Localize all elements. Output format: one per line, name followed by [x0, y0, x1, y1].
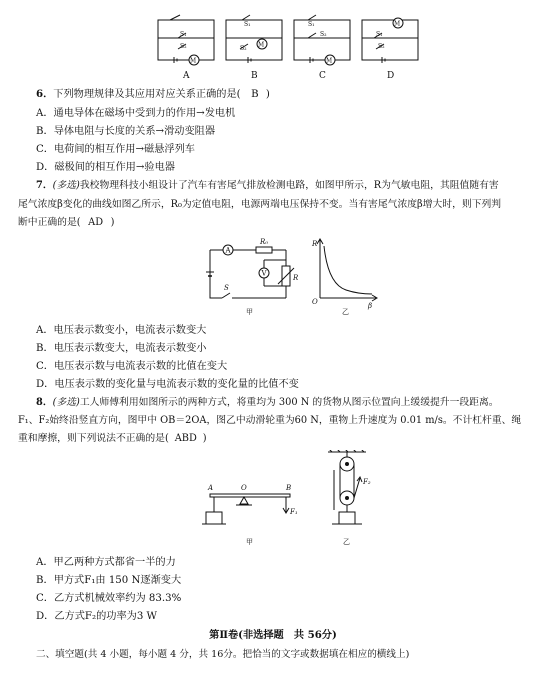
lever-point-o: O	[241, 484, 247, 492]
q8-line1	[36, 396, 499, 409]
q8-line1-text: 工人师傅利用如图所示的两种方式，将重均为 300 N 的货物从图示位置向上缓缓提升一段距离。	[79, 397, 499, 408]
q7-figure	[196, 236, 386, 318]
q6-option-a: A．通电导体在磁场中受到力的作用→发电机	[36, 108, 236, 119]
q8-line2: F₁、F₂始终沿竖直方向，图甲中 OB＝2OA，图乙中动滑轮重为60 N，重物上升速度为 0.01 m/s。不计杠杆重、绳	[18, 415, 522, 426]
q8-option-d: D．乙方式F₂的功率为3 W	[36, 611, 158, 622]
motor-label: M	[258, 41, 265, 49]
circuit-label-b: B	[251, 71, 258, 81]
q8-option-a: A．甲乙两种方式都省一半的力	[36, 557, 176, 568]
q8-number: 8．	[36, 397, 53, 408]
switch-s1-label: S₁	[244, 21, 251, 28]
section2-title: 第Ⅱ卷(非选择题 共 56分)	[209, 629, 337, 641]
switch-label: S	[224, 284, 229, 292]
q6-option-c: C．电荷间的相互作用→磁悬浮列车	[36, 144, 195, 155]
circuit-b	[226, 15, 282, 63]
q6-answer: B	[251, 89, 259, 100]
q7-option-b: B．电压表示数变大，电流表示数变小	[36, 343, 207, 354]
q7-answer: AD	[88, 217, 104, 228]
motor-label: M	[326, 57, 333, 65]
q7-circuit-jia	[206, 245, 294, 298]
fig-jia-label: 甲	[246, 308, 253, 316]
switch-s1-label: S₁	[180, 31, 187, 38]
force-f2-label: F₂	[363, 478, 371, 486]
fig-jia-label: 甲	[246, 538, 253, 546]
circuit-label-c: C	[319, 71, 326, 81]
circuit-d	[362, 18, 418, 63]
ammeter-label: A	[225, 246, 231, 255]
q6-option-d: D．磁极间的相互作用→验电器	[36, 162, 175, 173]
q7-line2: 尾气浓度β变化的曲线如图乙所示，R₀为定值电阻，电源两端电压保持不变。当有害尾气浓度β增大时，则下列判	[18, 199, 502, 210]
fig-yi-label: 乙	[342, 308, 349, 316]
graph-origin: O	[312, 298, 318, 306]
circuit-label-a: A	[183, 71, 190, 81]
switch-s2-label: S₂	[180, 43, 187, 50]
q8-line3: 重和摩擦，则下列说法不正确的是( ABD )	[18, 433, 207, 444]
q7-line1	[36, 179, 499, 192]
q8-pulley-yi	[328, 450, 366, 524]
q7-line1-text: 我校物理科技小组设计了汽车有害尾气排放检测电路，如图甲所示，R为气敏电阻，其阻值随有害	[79, 180, 499, 191]
q8-answer: ABD	[174, 433, 197, 444]
switch-s1-label: S₁	[376, 31, 383, 38]
q6-stem-text: 下列物理规律及其应用对应关系正确的是(	[53, 89, 241, 100]
switch-s2-label: S₂	[240, 45, 247, 52]
q7-option-d: D．电压表示数的变化量与电流表示数的变化量的比值不变	[36, 379, 299, 390]
q6-close: )	[265, 89, 270, 100]
q7-option-c: C．电压表示数与电流表示数的比值在变大	[36, 361, 228, 372]
r-label: R	[293, 274, 299, 282]
q8-option-c: C．乙方式机械效率约为 83.3%	[36, 593, 182, 604]
q7-tag: (多选)	[52, 180, 80, 191]
switch-s1-label: S₁	[308, 21, 315, 28]
section2-fill-in-instructions: 二、填空题(共 4 小题，每小题 4 分，共 16分。把恰当的文字或数据填在相应的横线上)	[36, 649, 410, 660]
top-circuit-diagrams	[150, 14, 420, 82]
voltmeter-label: V	[261, 269, 267, 278]
lever-point-a: A	[208, 484, 214, 492]
q8-option-b: B．甲方式F₁由 150 N逐渐变大	[36, 575, 182, 586]
q7-graph-yi	[317, 239, 377, 301]
motor-label: M	[394, 20, 401, 28]
graph-axis-r: R	[312, 240, 318, 248]
q8-tag: (多选)	[52, 397, 80, 408]
lever-point-b: B	[286, 484, 292, 492]
circuit-c	[294, 15, 350, 65]
motor-label: M	[190, 57, 197, 65]
q8-lever-jia	[202, 494, 290, 524]
q8-figure	[200, 450, 390, 550]
q6-number: 6．	[36, 88, 54, 100]
q6-stem	[36, 88, 270, 101]
force-f1-label: F₁	[290, 508, 298, 516]
r0-label: R₀	[260, 238, 269, 246]
circuit-label-d: D	[387, 71, 395, 81]
q7-line3: 断中正确的是( AD )	[18, 217, 115, 228]
q7-number: 7．	[36, 180, 53, 191]
graph-axis-beta: β	[368, 302, 373, 310]
switch-s2-label: S₂	[378, 43, 385, 50]
q7-option-a: A．电压表示数变小，电流表示数变大	[36, 325, 207, 336]
q6-option-b: B．导体电阻与长度的关系→滑动变阻器	[36, 126, 216, 137]
fig-yi-label: 乙	[343, 538, 350, 546]
circuit-a	[158, 15, 214, 65]
switch-s2-label: S₂	[320, 31, 327, 38]
